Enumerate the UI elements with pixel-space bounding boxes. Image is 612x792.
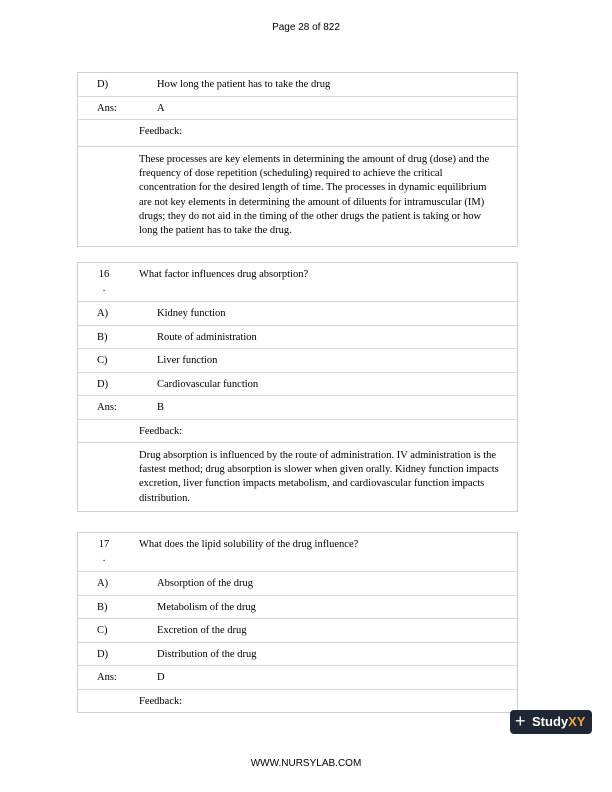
- option-row-a: [78, 571, 517, 595]
- option-text: Liver function: [157, 355, 218, 366]
- option-text: Distribution of the drug: [157, 648, 257, 660]
- question-17-table: [77, 532, 518, 713]
- option-text: Metabolism of the drug: [157, 601, 256, 613]
- option-letter: D): [97, 79, 109, 90]
- option-row-b: [78, 325, 517, 349]
- option-letter: C): [97, 355, 108, 366]
- question-text: What factor influences drug absorption?: [139, 269, 309, 280]
- option-row-d: [78, 73, 517, 96]
- answer-row: [78, 395, 517, 419]
- answer-label: Ans:: [97, 672, 117, 683]
- question-number-dot: .: [102, 283, 106, 294]
- answer-row: [78, 665, 517, 689]
- plus-icon: +: [515, 711, 526, 731]
- studyxy-badge[interactable]: [510, 710, 592, 734]
- option-letter: D): [97, 378, 109, 390]
- option-letter: C): [97, 625, 108, 636]
- question-number: 16: [98, 269, 110, 280]
- option-text: Kidney function: [157, 308, 226, 319]
- feedback-label: Feedback:: [139, 126, 183, 137]
- feedback-text-row: [78, 442, 517, 511]
- option-row-c: [78, 348, 517, 372]
- question-number: 17: [98, 539, 110, 550]
- option-text: Absorption of the drug: [157, 578, 253, 589]
- feedback-label: Feedback:: [139, 695, 183, 707]
- feedback-label-row: [78, 419, 517, 443]
- option-row-b: [78, 595, 517, 619]
- feedback-label-row: [78, 689, 517, 713]
- feedback-text: Drug absorption is influenced by the route of administration. IV administration is the fastest method; drug absorption is slower when given orally. Kidney function impacts excretion, liver function impacts metabolism, and cardiovascular function impacts distribution.: [139, 450, 499, 504]
- answer-label: Ans:: [97, 103, 117, 114]
- feedback-text: These processes are key elements in determining the amount of drug (dose) and the frequency of dose repetition (scheduling) required to achieve the critical concentration for the desired length of time. The processes in dynamic equilibrium are not key elements in determining the amount of diluents for intramuscular (IM) drugs; they do not aid in the timing of the other drugs the patient is taking or how long the patient has to take the drug.: [139, 154, 490, 237]
- option-text: Route of administration: [157, 331, 257, 343]
- brand-main: Study: [532, 714, 569, 729]
- brand-accent: XY: [568, 714, 586, 729]
- answer-value: B: [157, 402, 165, 413]
- answer-label: Ans:: [97, 402, 117, 413]
- option-text: Cardiovascular function: [157, 378, 259, 390]
- brand-logo-text: [532, 714, 585, 729]
- option-letter: A): [97, 308, 109, 319]
- option-letter: B): [97, 331, 108, 343]
- page-number: Page 28 of 822: [272, 22, 340, 33]
- answer-value: D: [157, 672, 165, 683]
- option-row-c: [78, 618, 517, 642]
- question-text: What does the lipid solubility of the drug influence?: [139, 539, 359, 550]
- option-row-d: [78, 642, 517, 666]
- question-16-table: [77, 262, 518, 512]
- option-row-a: [78, 301, 517, 325]
- question-row: [78, 263, 517, 301]
- answer-value: A: [157, 103, 165, 114]
- question-row: [78, 533, 517, 571]
- feedback-text-row: [78, 146, 517, 246]
- question-number-dot: .: [102, 553, 106, 564]
- footer-site: WWW.NURSYLAB.COM: [250, 758, 362, 769]
- option-text: Excretion of the drug: [157, 625, 247, 636]
- option-row-d: [78, 372, 517, 396]
- answer-row: [78, 96, 517, 119]
- option-letter: A): [97, 578, 109, 589]
- feedback-label: Feedback:: [139, 425, 183, 437]
- question-15-table: [77, 72, 518, 247]
- option-letter: B): [97, 601, 108, 613]
- option-text: How long the patient has to take the drug: [157, 79, 331, 90]
- feedback-label-row: [78, 119, 517, 146]
- option-letter: D): [97, 648, 109, 660]
